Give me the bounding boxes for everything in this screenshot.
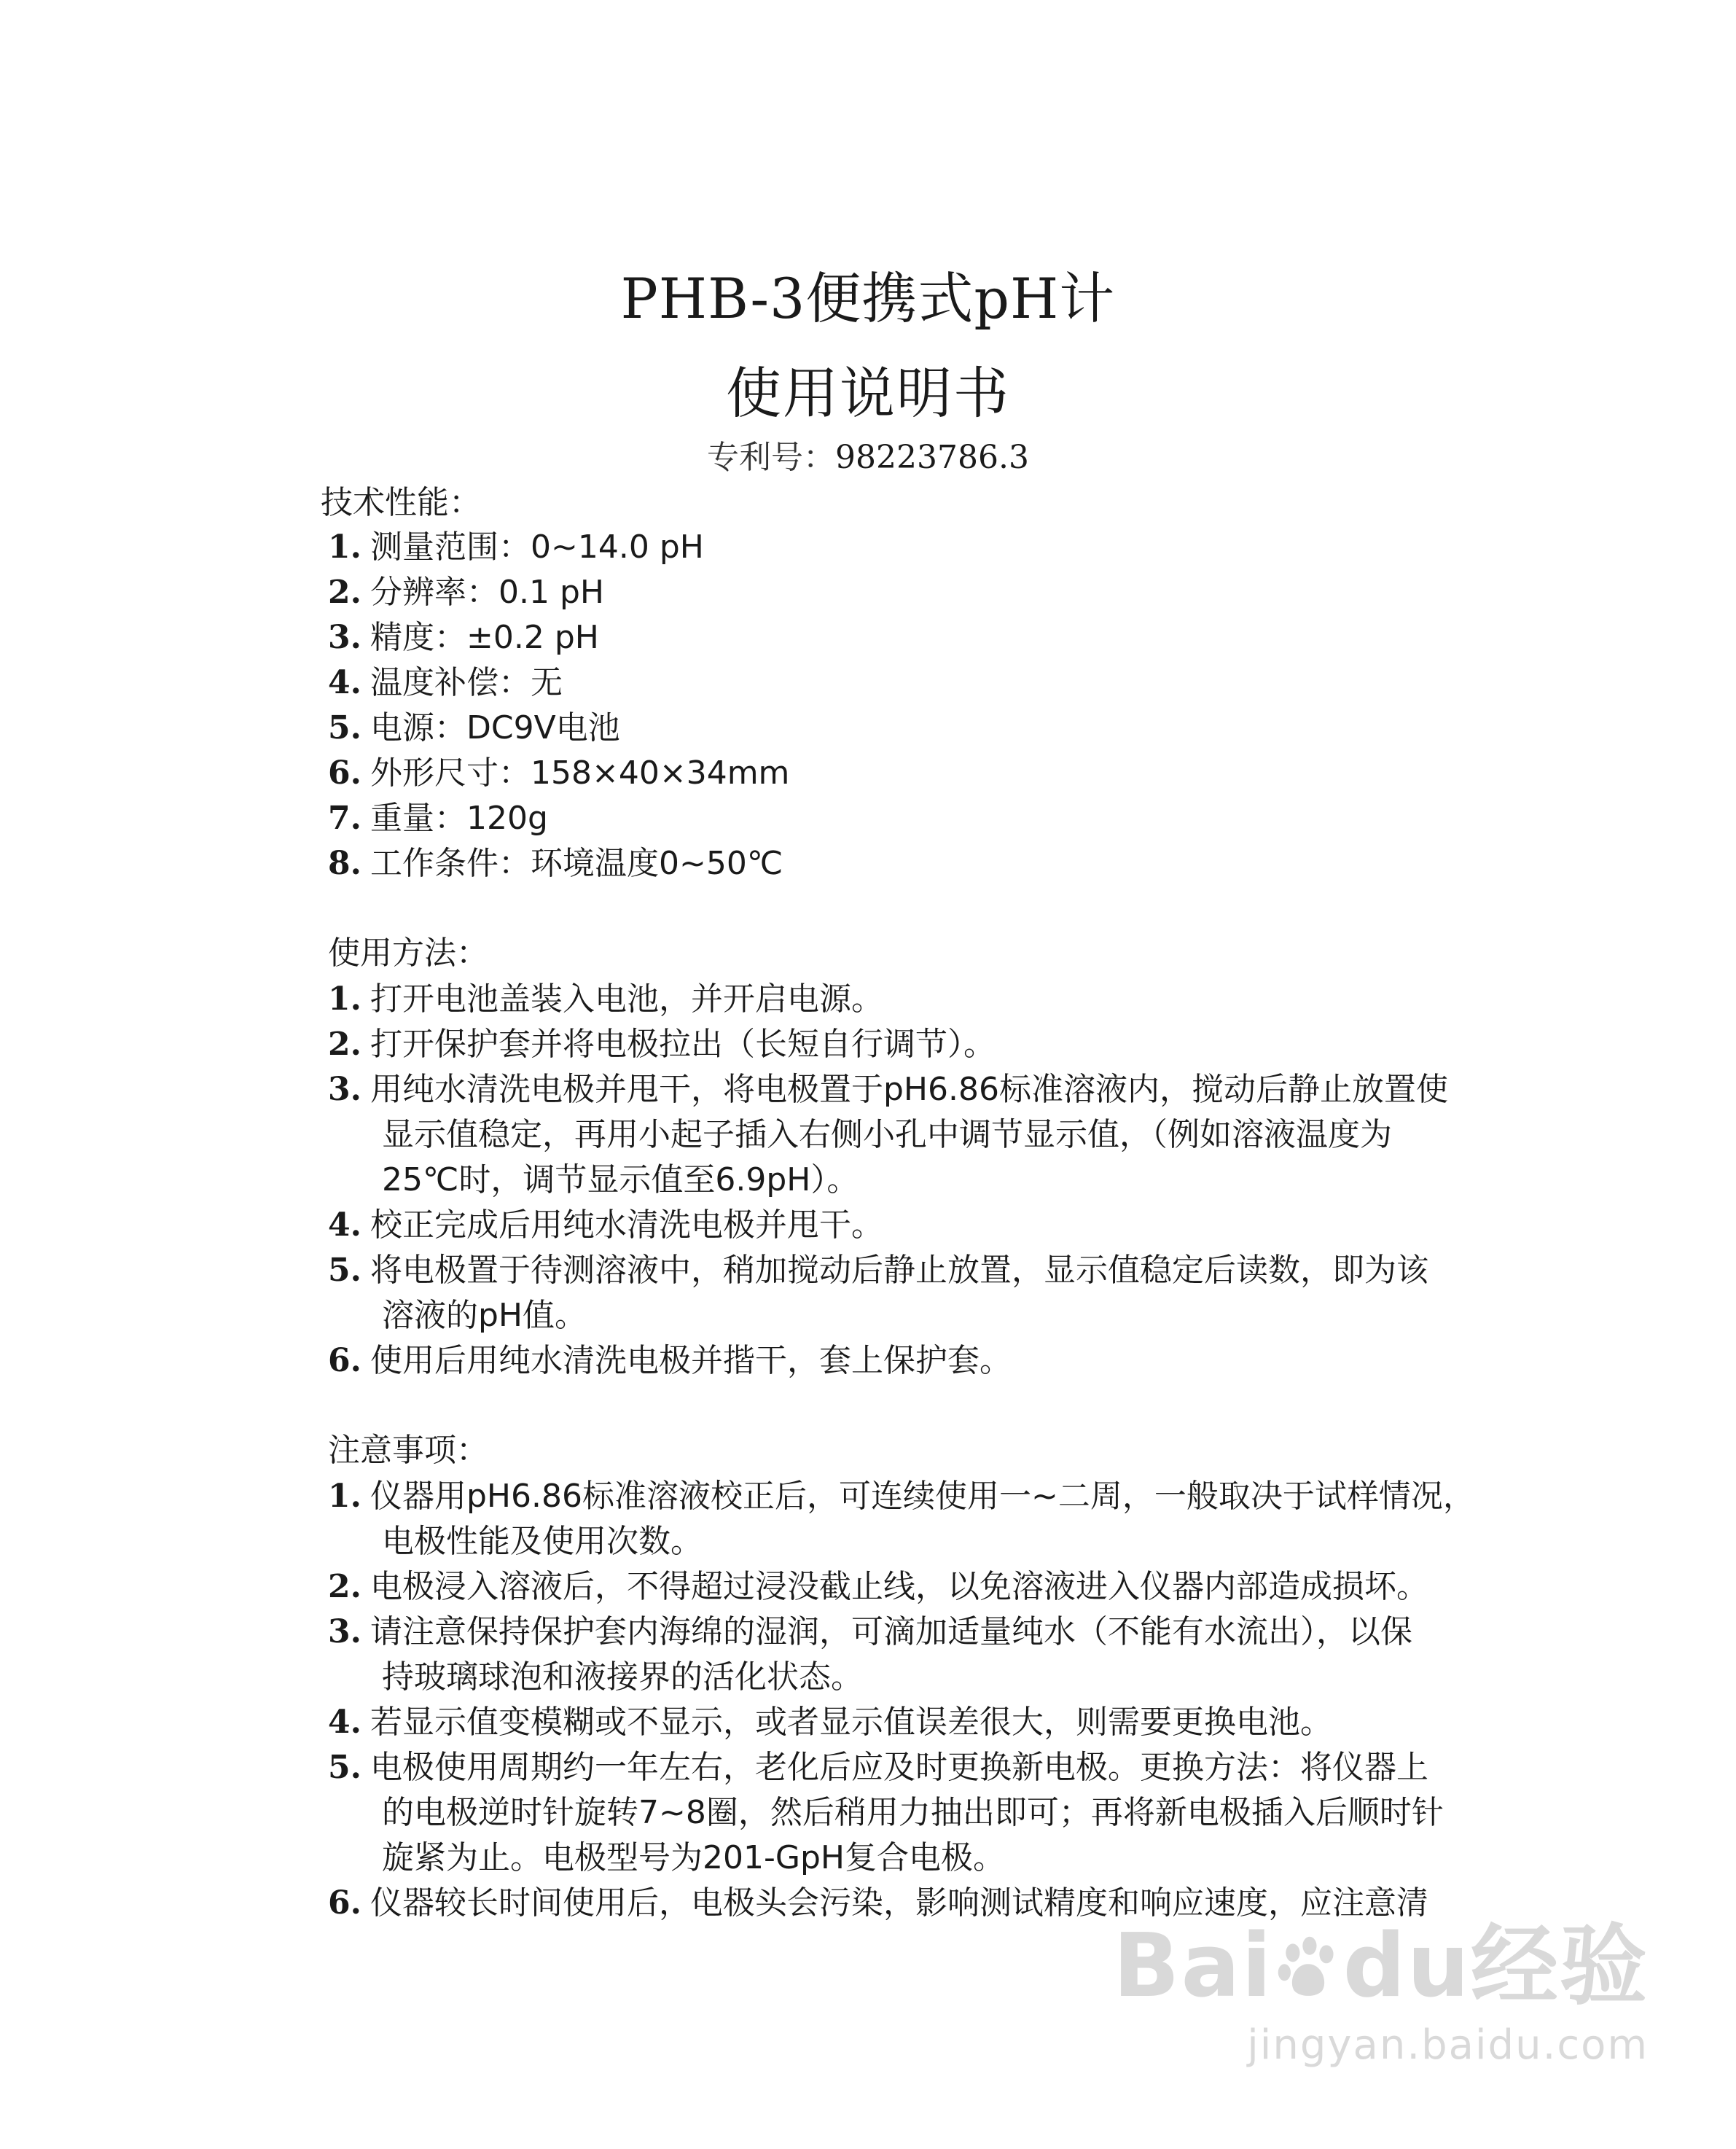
- list-item: [0, 525, 1736, 570]
- document-subtitle: 使用说明书: [726, 361, 1010, 426]
- item-text-continued: 显示值稳定，再用小起子插入右侧小孔中调节显示值，（例如溶液温度为: [382, 1116, 1392, 1153]
- item-number: 7.: [328, 800, 361, 837]
- item-number: 1.: [328, 529, 361, 566]
- item-number: 2.: [328, 574, 361, 611]
- item-number: 2.: [328, 1568, 361, 1605]
- item-number: 3.: [328, 1071, 361, 1108]
- item-number: 1.: [328, 1478, 361, 1515]
- list-item: [0, 1474, 1736, 1564]
- item-text: 仪器较长时间使用后，电极头会污染，影响测试精度和响应速度，应注意清: [370, 1884, 1428, 1922]
- item-text: 用纯水清洗电极并甩干，将电极置于pH6.86标准溶液内，搅动后静止放置使: [370, 1071, 1448, 1108]
- list-item: [0, 1745, 1736, 1881]
- item-number: 6.: [328, 1884, 361, 1922]
- item-text: 电源：DC9V电池: [370, 709, 620, 746]
- patent-number: 98223786.3: [835, 439, 1029, 476]
- list-item: [0, 1338, 1736, 1384]
- usage-heading: 使用方法：: [328, 935, 488, 972]
- list-item: [0, 706, 1736, 751]
- item-number: 1.: [328, 980, 361, 1018]
- list-item: [0, 660, 1736, 706]
- item-text-continued: 旋紧为止。电极型号为201-GpH复合电极。: [382, 1839, 1005, 1876]
- item-number: 4.: [328, 1704, 361, 1741]
- patent-label: 专利号：: [707, 439, 836, 476]
- item-text: 校正完成后用纯水清洗电极并甩干。: [370, 1206, 883, 1244]
- item-text-continued: 的电极逆时针旋转7~8圈，然后稍用力抽出即可；再将新电极插入后顺时针: [382, 1794, 1444, 1831]
- list-item: [0, 751, 1736, 796]
- baidu-paw-icon: [1273, 1933, 1343, 2003]
- list-item: [0, 1203, 1736, 1248]
- item-text: 精度：±0.2 pH: [370, 619, 599, 656]
- item-text: 工作条件：环境温度0~50℃: [370, 845, 783, 882]
- usage-list: [0, 977, 1736, 1384]
- item-text: 电极浸入溶液后，不得超过浸没截止线，以免溶液进入仪器内部造成损坏。: [370, 1568, 1428, 1605]
- item-text-continued: 电极性能及使用次数。: [382, 1523, 703, 1560]
- item-text: 分辨率：0.1 pH: [370, 574, 604, 611]
- item-text-continued: 溶液的pH值。: [382, 1297, 587, 1334]
- item-text-continued: 持玻璃球泡和液接界的活化状态。: [382, 1658, 863, 1696]
- item-text: 电极使用周期约一年左右，老化后应及时更换新电极。更换方法：将仪器上: [370, 1749, 1428, 1786]
- list-item: [0, 977, 1736, 1022]
- list-item: [0, 1022, 1736, 1067]
- list-item: [0, 1564, 1736, 1610]
- item-text: 测量范围：0~14.0 pH: [370, 529, 704, 566]
- item-number: 3.: [328, 1613, 361, 1650]
- item-text: 打开保护套并将电极拉出（长短自行调节）。: [370, 1026, 996, 1063]
- item-number: 2.: [328, 1026, 361, 1063]
- list-item: [0, 841, 1736, 886]
- notes-heading: 注意事项：: [328, 1432, 488, 1469]
- item-text: 重量：120g: [370, 800, 548, 837]
- list-item: [0, 570, 1736, 615]
- list-item: [0, 1067, 1736, 1203]
- watermark-brand-left: Bai: [1113, 1916, 1273, 2017]
- list-item: [0, 1248, 1736, 1338]
- list-item: [0, 1700, 1736, 1745]
- watermark-brand-right: du: [1342, 1916, 1471, 2017]
- item-number: 4.: [328, 664, 361, 701]
- item-number: 6.: [328, 754, 361, 792]
- item-text-continued: 25℃时，调节显示值至6.9pH）。: [382, 1161, 859, 1198]
- notes-list: [0, 1474, 1736, 1926]
- tech-specs-heading: 技术性能：: [321, 484, 481, 521]
- list-item: [0, 1610, 1736, 1700]
- list-item: [0, 1881, 1736, 1926]
- item-text: 将电极置于待测溶液中，稍加搅动后静止放置，显示值稳定后读数，即为该: [370, 1252, 1428, 1289]
- item-number: 5.: [328, 1749, 361, 1786]
- item-text: 仪器用pH6.86标准溶液校正后，可连续使用一~二周，一般取决于试样情况，: [370, 1478, 1475, 1515]
- watermark-brand-cn: 经验: [1471, 1916, 1649, 2017]
- list-item: [0, 796, 1736, 841]
- item-number: 4.: [328, 1206, 361, 1244]
- item-text: 若显示值变模糊或不显示，或者显示值误差很大，则需要更换电池。: [370, 1704, 1332, 1741]
- item-text: 使用后用纯水清洗电极并揩干，套上保护套。: [370, 1342, 1012, 1379]
- item-text: 打开电池盖装入电池，并开启电源。: [370, 980, 883, 1018]
- item-number: 5.: [328, 1252, 361, 1289]
- watermark-url: jingyan.baidu.com: [1247, 2021, 1649, 2069]
- list-item: [0, 615, 1736, 660]
- item-text: 请注意保持保护套内海绵的湿润，可滴加适量纯水（不能有水流出），以保: [370, 1613, 1412, 1650]
- tech-specs-list: [0, 525, 1736, 886]
- patent-number-line: [0, 436, 1736, 480]
- item-number: 3.: [328, 619, 361, 656]
- item-text: 外形尺寸：158×40×34mm: [370, 754, 790, 792]
- item-number: 5.: [328, 709, 361, 746]
- item-text: 温度补偿：无: [370, 664, 563, 701]
- item-number: 8.: [328, 845, 361, 882]
- document-title: PHB-3便携式pH计: [620, 266, 1116, 331]
- item-number: 6.: [328, 1342, 361, 1379]
